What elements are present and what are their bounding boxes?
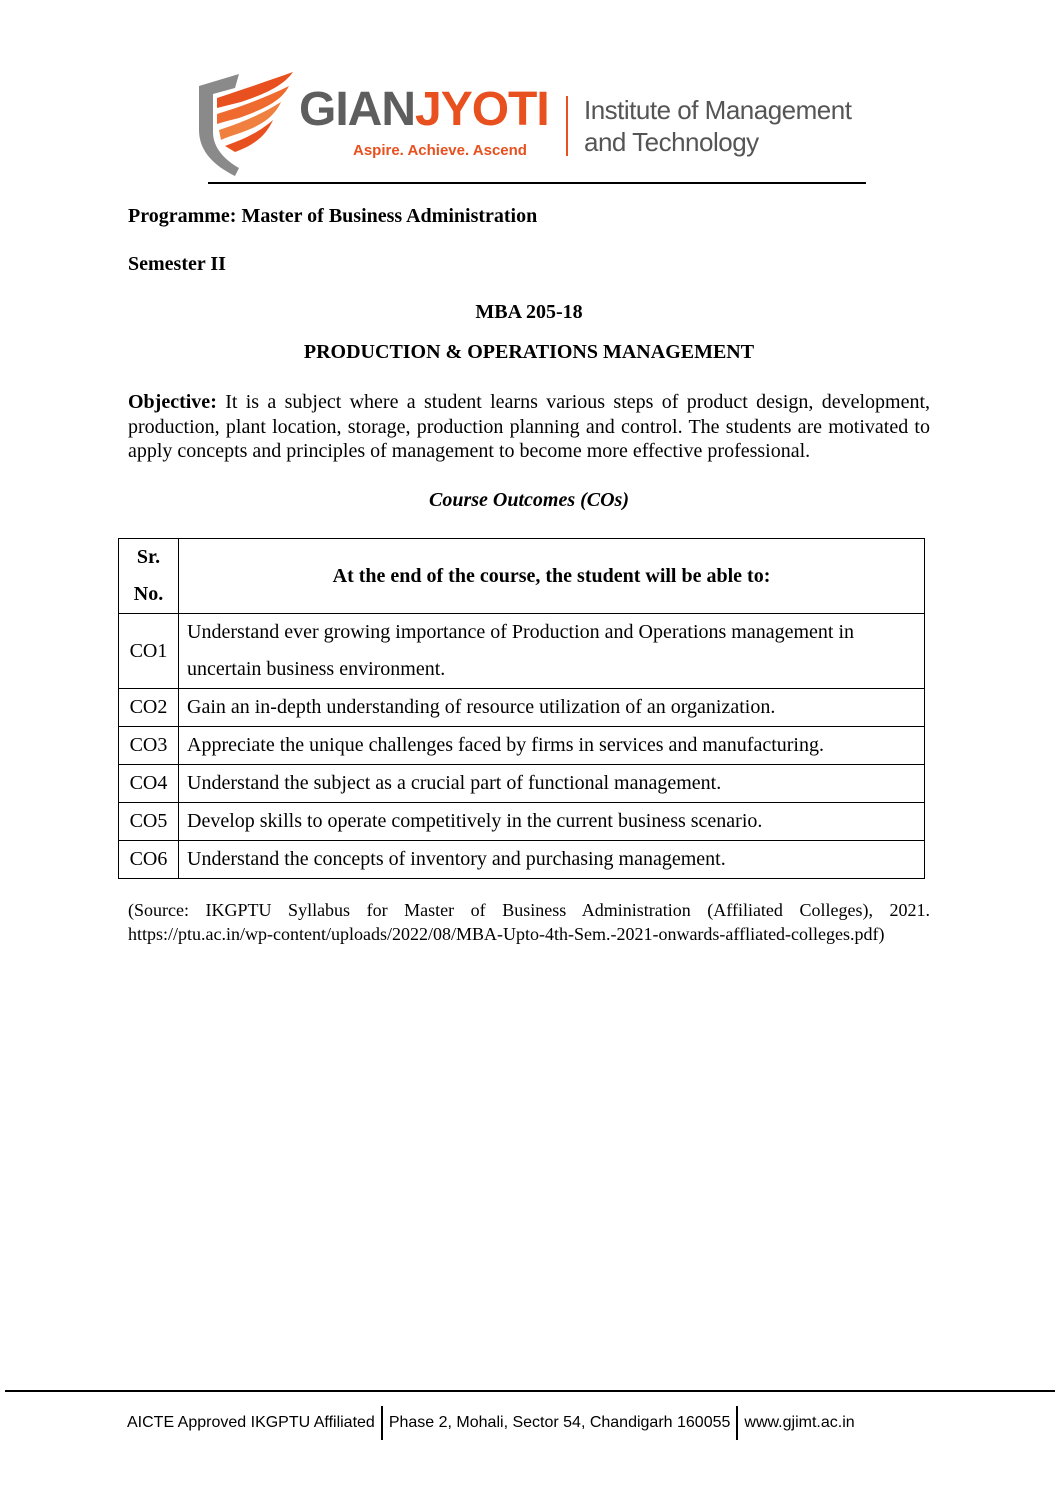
co-description: Understand the subject as a crucial part of functional management. <box>179 765 925 803</box>
footer-divider <box>736 1406 738 1440</box>
sr-header-line-1: Sr. <box>136 546 161 568</box>
table-row <box>119 765 925 803</box>
programme-label: Programme: <box>128 205 237 227</box>
sr-header-line-2: No. <box>133 583 164 605</box>
institute-line-1: Institute of Management <box>584 95 852 125</box>
table-row <box>119 689 925 727</box>
letterhead <box>195 64 875 174</box>
semester-line: Semester II <box>128 253 226 275</box>
shield-wing-logo-icon <box>195 68 295 176</box>
institute-name <box>584 94 851 158</box>
co-description: Understand ever growing importance of Production and Operations management in uncertain business environment. <box>179 614 925 689</box>
co-code: CO4 <box>119 765 179 803</box>
co-description: Develop skills to operate competitively in the current business scenario. <box>179 803 925 841</box>
page-footer <box>127 1405 855 1441</box>
objective-text: It is a subject where a student learns various steps of product design, development, production, plant location, storage, production planning and control. The students are motivated to apply concepts and principles of management to become more effective professional. <box>128 391 931 463</box>
institute-line-2: and Technology <box>584 127 759 157</box>
description-header: At the end of the course, the student will be able to: <box>179 539 925 614</box>
source-citation: (Source: IKGPTU Syllabus for Master of Business Administration (Affiliated Colleges), 2021. https://ptu.ac.in/wp-content/uploads/2022/08/MBA-Upto-4th-Sem.-2021-onwards-affliated-colleges.pdf) <box>128 900 930 944</box>
co-code: CO6 <box>119 841 179 879</box>
brand-tagline: Aspire. Achieve. Ascend <box>353 142 527 159</box>
co-code: CO2 <box>119 689 179 727</box>
course-title: PRODUCTION & OPERATIONS MANAGEMENT <box>303 341 755 363</box>
co-code: CO3 <box>119 727 179 765</box>
footer-website[interactable]: www.gjimt.ac.in <box>744 1414 855 1431</box>
header-divider <box>566 96 568 156</box>
table-row <box>119 841 925 879</box>
table-row <box>119 727 925 765</box>
footer-address: Phase 2, Mohali, Sector 54, Chandigarh 160055 <box>388 1414 731 1431</box>
co-description: Understand the concepts of inventory and purchasing management. <box>179 841 925 879</box>
footer-affiliation: AICTE Approved IKGPTU Affiliated <box>127 1414 375 1431</box>
header-rule <box>208 182 866 184</box>
sr-no-header <box>119 539 179 614</box>
course-code: MBA 205-18 <box>475 301 583 323</box>
co-code: CO1 <box>119 614 179 689</box>
brand-name <box>299 83 549 136</box>
footer-divider <box>381 1406 383 1440</box>
table-row <box>119 803 925 841</box>
objective-label: Objective: <box>128 391 217 413</box>
table-header-row <box>119 539 925 614</box>
co-description: Appreciate the unique challenges faced by firms in services and manufacturing. <box>179 727 925 765</box>
brand-part-gian: GIAN <box>299 83 415 136</box>
course-outcomes-table <box>118 538 925 879</box>
programme-line <box>128 205 537 228</box>
co-description: Gain an in-depth understanding of resource utilization of an organization. <box>179 689 925 727</box>
footer-rule <box>5 1390 1055 1392</box>
outcomes-heading: Course Outcomes (COs) <box>428 489 629 511</box>
table-row <box>119 614 925 689</box>
brand-part-jyoti: JYOTI <box>415 83 549 136</box>
objective-paragraph <box>128 390 930 464</box>
programme-value: Master of Business Administration <box>241 205 538 227</box>
co-code: CO5 <box>119 803 179 841</box>
